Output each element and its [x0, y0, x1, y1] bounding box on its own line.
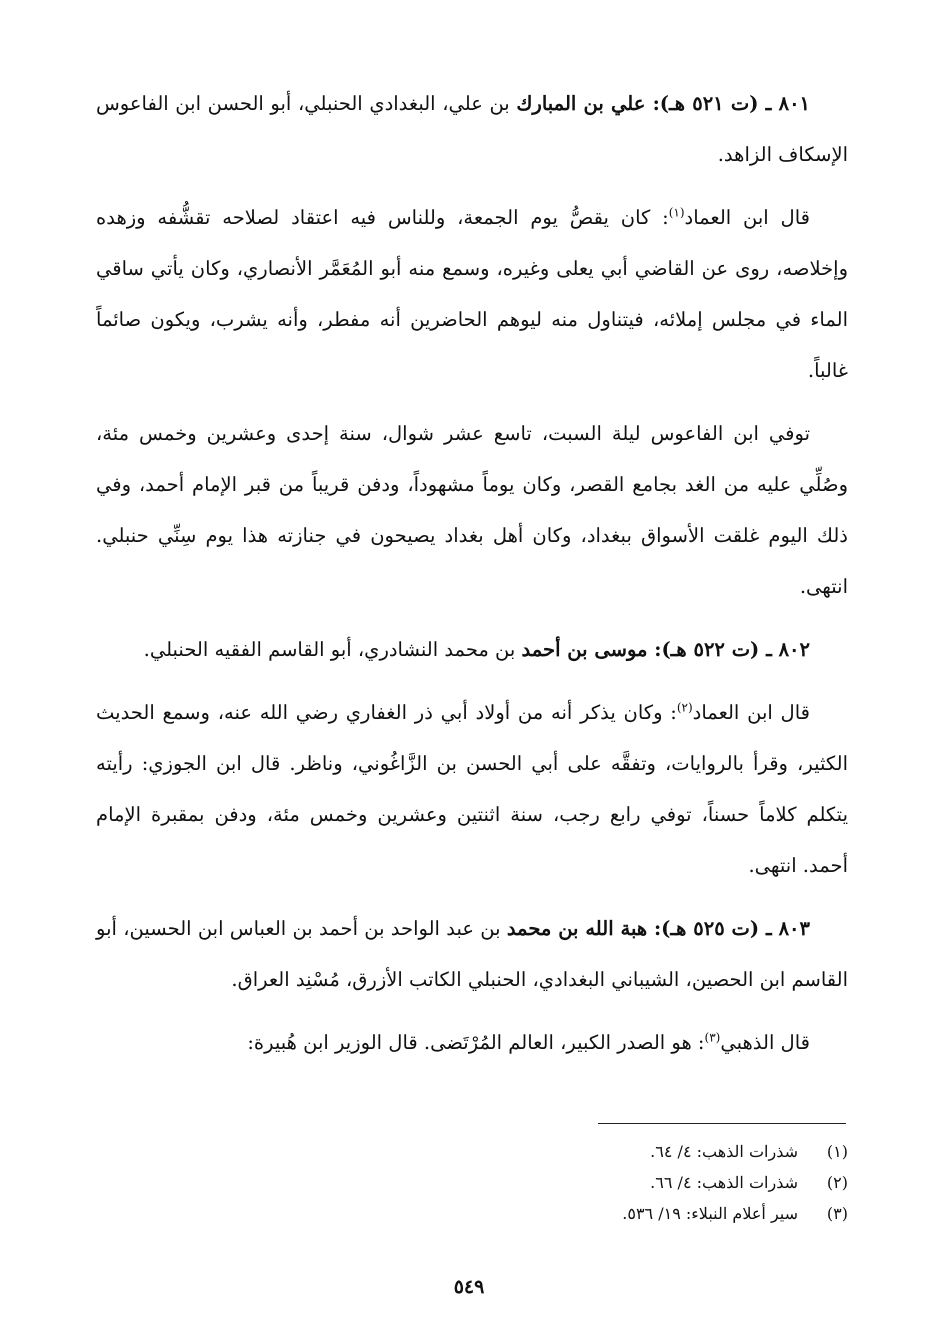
footnote-2: [96, 1167, 848, 1198]
bio-heading: ٨٠٣ ـ (ت ٥٢٥ هـ): هبة الله بن محمد: [506, 917, 810, 940]
quote-source: قال ابن العماد: [692, 701, 810, 724]
footnote-number: (٣): [826, 1204, 848, 1223]
footnote-text: شذرات الذهب: ٤/ ٦٤.: [650, 1142, 798, 1161]
footnote-1: [96, 1136, 848, 1167]
footnote-ref-2: (٢): [676, 700, 693, 715]
footnote-text: شذرات الذهب: ٤/ ٦٦.: [650, 1173, 798, 1192]
page-number: ٥٤٩: [453, 1276, 485, 1298]
main-text: [96, 78, 848, 1080]
quote-source: قال ابن العماد: [684, 206, 810, 229]
quote-source: قال الذهبي: [720, 1031, 810, 1054]
quote-ibn-al-imad-1: [96, 192, 848, 396]
bio-text: بن عبد الواحد بن أحمد بن العباس ابن الحسين، أبو القاسم ابن الحصين، الشيباني البغدادي، الحنبلي الكاتب الأزرق، مُسْنِد العراق.: [96, 917, 848, 991]
footnote-ref-3: (٣): [704, 1030, 721, 1045]
bio-entry-803: [96, 903, 848, 1005]
bio-entry-801: [96, 78, 848, 180]
quote-text: : هو الصدر الكبير، العالم المُرْتَضى. قال الوزير ابن هُبيرة:: [247, 1031, 705, 1054]
bio-heading: ٨٠١ ـ (ت ٥٢١ هـ): علي بن المبارك: [516, 92, 811, 115]
quote-text: : كان يقصُّ يوم الجمعة، وللناس فيه اعتقاد لصلاحه تقشُّفه وزهده وإخلاصه، روى عن القاضي أبي يعلى وغيره، وسمع منه أبو المُعَمَّر الأنصاري، وكان يأتي ساقي الماء في مجلس إملائه، فيتناول منه ليوهم الحاضرين أنه مفطر، وأنه يشرب، ويكون صائماً غالباً.: [96, 206, 848, 382]
bio-entry-802: [96, 624, 848, 675]
quote-al-dhahabi: [96, 1017, 848, 1068]
paragraph-text: توفي ابن الفاعوس ليلة السبت، تاسع عشر شوال، سنة إحدى وعشرين وخمس مئة، وصُلِّي عليه من الغد بجامع القصر، وكان يوماً مشهوداً، ودفن قريباً من قبر الإمام أحمد، وفي ذلك اليوم غلقت الأسواق ببغداد، وكان أهل بغداد يصيحون في جنازته هذا يوم سِنِّي حنبلي. انتهى.: [96, 422, 848, 598]
death-paragraph: [96, 408, 848, 612]
footnote-text: سير أعلام النبلاء: ١٩/ ٥٣٦.: [622, 1204, 798, 1223]
footnote-divider: [598, 1123, 846, 1124]
footnote-number: (١): [826, 1142, 848, 1161]
footnote-ref-1: (١): [668, 205, 685, 220]
bio-text: بن علي، البغدادي الحنبلي، أبو الحسن ابن الفاعوس الإسكاف الزاهد.: [96, 92, 848, 166]
bio-text: بن محمد النشادري، أبو القاسم الفقيه الحنبلي.: [143, 638, 522, 661]
quote-text: : وكان يذكر أنه من أولاد أبي ذر الغفاري رضي الله عنه، وسمع الحديث الكثير، وقرأ بالروايات، وتفقَّه على أبي الحسن بن الزَّاغُوني، وناظر. قال ابن الجوزي: رأيته يتكلم كلاماً حسناً، توفي رابع رجب، سنة اثنتين وعشرين وخمس مئة، ودفن بمقبرة الإمام أحمد. انتهى.: [96, 701, 848, 877]
quote-ibn-al-imad-2: [96, 687, 848, 891]
footnotes: [96, 1136, 848, 1229]
bio-heading: ٨٠٢ ـ (ت ٥٢٢ هـ): موسى بن أحمد: [521, 638, 810, 661]
footnote-3: [96, 1198, 848, 1229]
footnote-number: (٢): [826, 1173, 848, 1192]
